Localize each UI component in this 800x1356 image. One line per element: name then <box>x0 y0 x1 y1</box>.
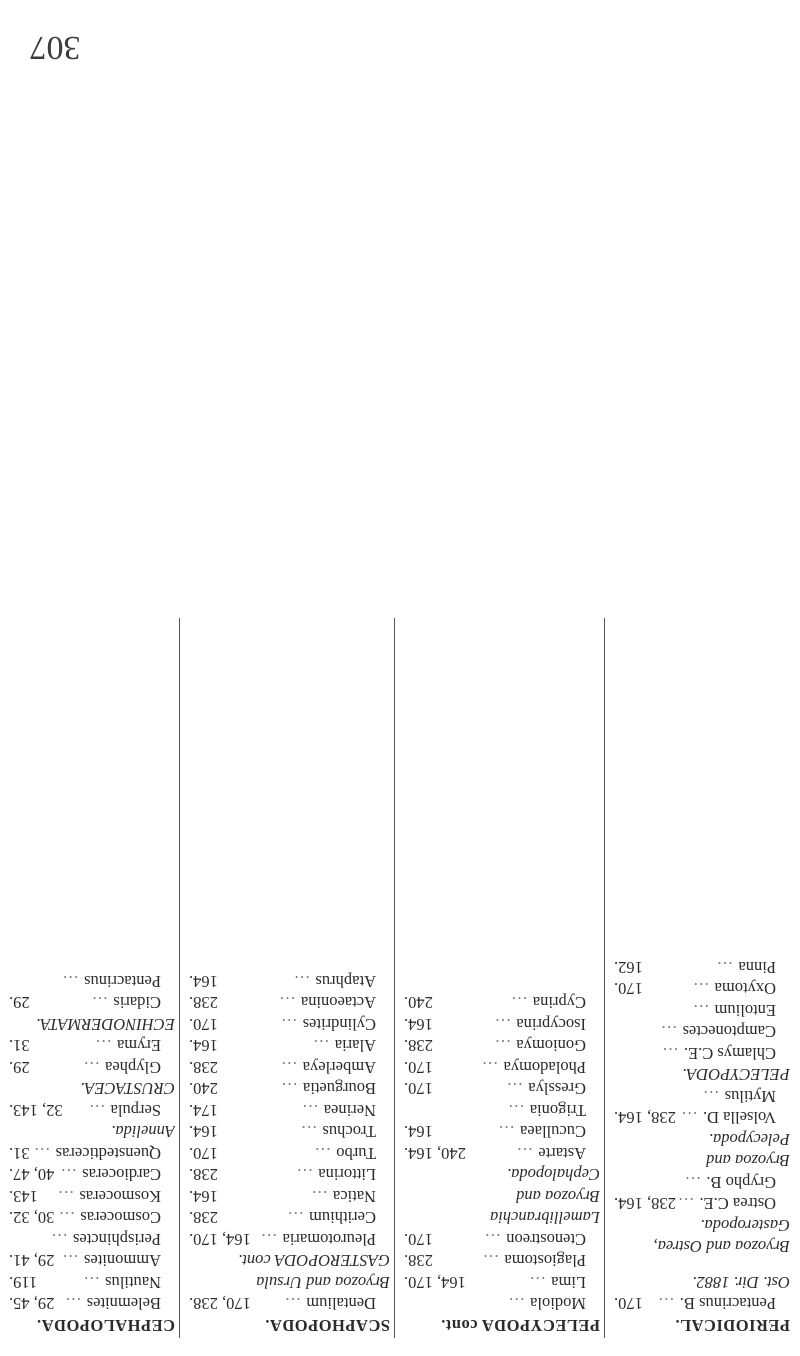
entry-name: Chlamys C.E. <box>683 1044 776 1063</box>
leader-dots: … <box>280 1015 303 1034</box>
entry-name: Pentacrinus B. <box>679 1294 776 1314</box>
entry-pages: 238. <box>189 1165 218 1185</box>
spacer <box>610 1258 790 1272</box>
entry-name: Cidaris <box>113 993 161 1013</box>
leader-dots: … <box>280 1079 303 1099</box>
leader-dots: … <box>59 1165 83 1185</box>
section-subheading: Bryozoa and <box>706 1151 790 1171</box>
section-subheading: Ost. Dir. 1882. <box>692 1273 790 1292</box>
entry-name: Isocyprina <box>516 1015 586 1034</box>
entry-name: Quenstedticeras <box>55 1144 161 1163</box>
leader-dots: … <box>505 1079 529 1099</box>
index-entry <box>185 1014 390 1036</box>
entry-pages: 162. <box>614 958 643 977</box>
leader-dots: … <box>480 1058 504 1077</box>
entry-name: Cardioceras <box>82 1165 161 1185</box>
index-entry <box>5 1186 175 1208</box>
leader-dots: … <box>94 1036 118 1056</box>
index-entry <box>610 1086 790 1108</box>
entry-name: Natica <box>332 1187 376 1206</box>
index-entry <box>400 1272 600 1294</box>
section-heading: PELECYPODA cont. <box>440 1316 600 1335</box>
index-entry <box>5 1164 175 1186</box>
entry-pages: 170. <box>614 1294 643 1314</box>
section-subheading: CRUSTACEA. <box>80 1079 175 1099</box>
section-heading: CEPHALOPODA. <box>36 1316 175 1335</box>
entry-pages: 170. <box>189 1015 218 1034</box>
page-number: 307 <box>29 29 81 66</box>
leader-dots: … <box>481 1251 505 1271</box>
index-entry <box>5 1272 175 1294</box>
column-rule <box>394 618 395 1338</box>
column-rule <box>179 618 180 1338</box>
index-entry <box>5 1057 175 1079</box>
leader-dots: … <box>278 993 301 1013</box>
leader-dots: … <box>507 1294 531 1314</box>
index-column-1 <box>610 957 790 1337</box>
entry-name: Cosmoceras <box>80 1208 161 1228</box>
section-subheading: Lamellibranchia <box>490 1208 600 1228</box>
leader-dots: … <box>61 972 85 991</box>
index-entry <box>185 1078 390 1100</box>
index-entry <box>610 1000 790 1022</box>
section-heading: SCAPHOPODA. <box>264 1316 390 1335</box>
leader-dots: … <box>528 1273 552 1292</box>
entry-name: Littorina <box>318 1165 376 1185</box>
entry-name: Ammonites <box>84 1251 161 1271</box>
leader-dots: … <box>50 1230 73 1249</box>
entry-name: Ctenostreon <box>506 1230 586 1249</box>
index-entry <box>5 1035 175 1057</box>
column-rule <box>604 618 605 1338</box>
entry-name: Mytilus <box>724 1087 776 1106</box>
section-subheading: Cephalopoda. <box>506 1165 600 1185</box>
entry-pages: 30, 32. <box>9 1208 55 1228</box>
leader-dots: … <box>299 1122 323 1142</box>
index-column-2 <box>400 992 600 1336</box>
entry-pages: 29, 45. <box>9 1294 55 1314</box>
entry-pages: 32, 143. <box>9 1101 63 1120</box>
section-subheading: PELECYPODA. <box>682 1065 790 1085</box>
entry-name: Pleurotomaria <box>282 1230 376 1249</box>
entry-pages: 164, 170. <box>189 1230 251 1249</box>
leader-dots: … <box>680 1108 703 1128</box>
entry-name: Modiola <box>530 1294 586 1314</box>
index-entry <box>400 1078 600 1100</box>
index-entry <box>5 1207 175 1229</box>
leader-dots: … <box>691 979 715 999</box>
index-entry <box>610 957 790 979</box>
entry-name: Cerithium <box>309 1208 376 1228</box>
entry-name: Pinna <box>738 958 776 977</box>
index-entry <box>400 1035 600 1057</box>
entry-pages: 238. <box>404 1036 433 1056</box>
entry-name: Ataphrus <box>315 972 376 991</box>
entry-pages: 238. <box>189 1058 218 1077</box>
entry-pages: 174. <box>189 1101 218 1120</box>
leader-dots: … <box>715 958 739 977</box>
index-entry <box>185 1186 390 1208</box>
entry-pages: 170. <box>404 1079 433 1099</box>
leader-dots: … <box>64 1294 87 1314</box>
index-entry <box>5 1250 175 1272</box>
entry-pages: 31. <box>9 1036 30 1056</box>
leader-dots: … <box>33 1144 56 1163</box>
index-column-3 <box>185 971 390 1337</box>
entry-name: Nerinea <box>323 1101 376 1120</box>
entry-pages: 170. <box>404 1230 433 1249</box>
index-entry <box>400 1143 600 1165</box>
leader-dots: … <box>702 1087 725 1106</box>
leader-dots: … <box>82 1058 106 1077</box>
leader-dots: … <box>87 1101 111 1120</box>
leader-dots: … <box>507 1101 530 1120</box>
section-heading: PERIODICAL. <box>674 1316 790 1335</box>
index-entry <box>185 1121 390 1143</box>
index-entry <box>400 1057 600 1079</box>
index-entry <box>5 992 175 1014</box>
entry-pages: 238, 164. <box>614 1194 676 1214</box>
index-entry <box>400 1229 600 1251</box>
leader-dots: … <box>61 1251 84 1271</box>
entry-pages: 164. <box>404 1015 433 1034</box>
leader-dots: … <box>676 1194 700 1214</box>
entry-pages: 164. <box>189 972 218 991</box>
entry-pages: 29, 41. <box>9 1251 55 1271</box>
entry-pages: 170. <box>614 979 643 999</box>
index-entry <box>185 971 390 993</box>
section-subheading: GASTEROPODA cont. <box>238 1251 390 1271</box>
index-entry <box>400 992 600 1014</box>
index-entry <box>610 978 790 1000</box>
leader-dots: … <box>683 1173 707 1192</box>
entry-name: Cucullaea <box>520 1122 586 1142</box>
entry-name: Belemnites <box>86 1294 161 1314</box>
entry-name: Serpula <box>110 1101 161 1120</box>
entry-name: Grypho B. <box>706 1173 776 1192</box>
entry-name: Trigonia <box>529 1101 586 1120</box>
index-entry <box>400 1250 600 1272</box>
entry-name: Plagiostoma <box>504 1251 586 1271</box>
section-subheading: Bryozoa and Ostrea, <box>653 1237 790 1257</box>
entry-name: Goniomya <box>516 1036 586 1056</box>
entry-name: Dentalium <box>306 1294 376 1314</box>
leader-dots: … <box>493 1036 517 1056</box>
entry-pages: 170. <box>189 1144 218 1163</box>
entry-name: Cyprina <box>532 993 586 1013</box>
entry-name: Volsella D. <box>702 1108 776 1128</box>
leader-dots: … <box>483 1230 507 1249</box>
entry-name: Alaria <box>334 1036 376 1056</box>
index-entry <box>185 1143 390 1165</box>
index-entry <box>185 1100 390 1122</box>
index-entry <box>185 1164 390 1186</box>
leader-dots: … <box>313 1144 337 1163</box>
entry-pages: 170. <box>404 1058 433 1077</box>
leader-dots: … <box>301 1101 324 1120</box>
entry-pages: 119. <box>9 1273 38 1292</box>
entry-pages: 29. <box>9 993 30 1013</box>
entry-pages: 240. <box>404 993 433 1013</box>
index-entry <box>610 1021 790 1043</box>
entry-name: Gresslya <box>528 1079 586 1099</box>
entry-name: Trochus <box>322 1122 376 1142</box>
index-entry <box>400 1014 600 1036</box>
entry-pages: 143. <box>9 1187 38 1206</box>
index-entry <box>400 1121 600 1143</box>
index-entry <box>185 992 390 1014</box>
leader-dots: … <box>312 1036 335 1056</box>
leader-dots: … <box>292 972 316 991</box>
entry-name: Pholadomya <box>503 1058 586 1077</box>
index-entry <box>185 1229 390 1251</box>
entry-name: Turbo <box>336 1144 376 1163</box>
leader-dots: … <box>657 1294 680 1314</box>
index-entry <box>5 1229 175 1251</box>
entry-name: Oxytoma <box>714 979 776 999</box>
entry-name: Pentacrinus <box>84 972 161 991</box>
entry-pages: 238. <box>404 1251 433 1271</box>
section-subheading: Annelida. <box>111 1122 175 1142</box>
section-subheading: Bryozoa and Ursula <box>256 1273 390 1292</box>
entry-name: Astarte <box>538 1144 586 1163</box>
entry-name: Perisphinctes <box>73 1230 161 1249</box>
section-subheading: Gasteropoda. <box>700 1216 790 1235</box>
index-column-4 <box>5 971 175 1337</box>
entry-pages: 164. <box>404 1122 433 1142</box>
index-entry <box>185 1057 390 1079</box>
entry-pages: 238. <box>189 1208 218 1228</box>
entry-name: Kosmoceras <box>79 1187 161 1206</box>
index-entry <box>5 1100 175 1122</box>
entry-pages: 164. <box>189 1036 218 1056</box>
entry-name: Amberleya <box>302 1058 376 1077</box>
leader-dots: … <box>283 1294 307 1314</box>
entry-name: Camptonectes <box>682 1022 776 1042</box>
leader-dots: … <box>286 1208 310 1228</box>
entry-pages: 164. <box>189 1122 218 1142</box>
leader-dots: … <box>515 1144 539 1163</box>
entry-name: Eryma <box>117 1036 161 1056</box>
leader-dots: … <box>661 1044 684 1063</box>
leader-dots: … <box>56 1187 80 1206</box>
entry-pages: 238. <box>189 993 218 1013</box>
index-entry <box>610 1043 790 1065</box>
leader-dots: … <box>493 1015 517 1034</box>
leader-dots: … <box>82 1273 106 1292</box>
leader-dots: … <box>295 1165 319 1185</box>
entry-pages: 164, 170. <box>404 1273 466 1292</box>
entry-pages: 31. <box>9 1144 30 1163</box>
leader-dots: … <box>691 1001 715 1020</box>
entry-name: Entolium <box>714 1001 776 1020</box>
section-subheading: ECHINODERMATA. <box>36 1015 175 1034</box>
index-entry <box>185 1035 390 1057</box>
section-subheading: Pelecypoda. <box>708 1130 790 1149</box>
index-entry <box>185 1207 390 1229</box>
section-subheading: Bryozoa and <box>516 1187 600 1206</box>
entry-pages: 164. <box>189 1187 218 1206</box>
index-entry <box>610 1293 790 1315</box>
index-entry <box>400 1293 600 1315</box>
leader-dots: … <box>497 1122 521 1142</box>
index-entry <box>400 1100 600 1122</box>
leader-dots: … <box>659 1022 683 1042</box>
leader-dots: … <box>90 993 114 1013</box>
index-entry <box>610 1107 790 1129</box>
index-entry <box>185 1293 390 1315</box>
entry-pages: 40, 47. <box>9 1165 55 1185</box>
entry-name: Actaeonina <box>300 993 376 1013</box>
entry-pages: 170, 238. <box>189 1294 251 1314</box>
index-entry <box>5 1293 175 1315</box>
leader-dots: … <box>57 1208 81 1228</box>
leader-dots: … <box>310 1187 333 1206</box>
entry-name: Cylindrites <box>302 1015 376 1034</box>
index-entry <box>610 1172 790 1194</box>
entry-pages: 238, 164. <box>614 1108 676 1128</box>
entry-pages: 29. <box>9 1058 30 1077</box>
leader-dots: … <box>510 993 533 1013</box>
entry-name: Lima <box>551 1273 586 1292</box>
index-entry <box>5 1143 175 1165</box>
leader-dots: … <box>259 1230 283 1249</box>
entry-pages: 240. <box>189 1079 218 1099</box>
entry-name: Glyphea <box>105 1058 161 1077</box>
index-entry <box>5 971 175 993</box>
entry-name: Ostrea C.E. <box>699 1194 776 1214</box>
leader-dots: … <box>280 1058 303 1077</box>
entry-name: Nautilus <box>105 1273 161 1292</box>
entry-name: Bourguetia <box>302 1079 376 1099</box>
entry-pages: 240, 164. <box>404 1144 466 1163</box>
index-entry <box>610 1193 790 1215</box>
